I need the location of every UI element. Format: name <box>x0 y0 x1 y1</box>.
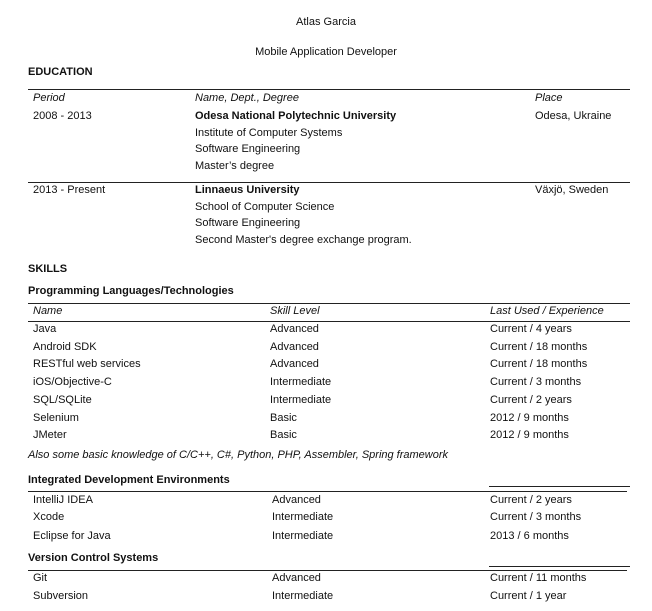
skill-name: SQL/SQLite <box>33 393 92 406</box>
divider <box>28 321 630 322</box>
education-detail: Master’s degree <box>195 160 275 173</box>
divider <box>28 491 627 492</box>
column-header: Period <box>33 92 65 104</box>
divider <box>28 182 630 183</box>
subsection-heading: Programming Languages/Technologies <box>28 285 234 297</box>
subsection-heading: Integrated Development Environments <box>28 474 230 486</box>
skill-level: Advanced <box>272 494 321 506</box>
institution-name: Linnaeus University <box>195 184 300 196</box>
education-detail: School of Computer Science <box>195 200 335 213</box>
education-detail: Institute of Computer Systems <box>195 126 343 139</box>
skill-level: Basic <box>270 429 297 442</box>
skill-level: Advanced <box>270 358 319 371</box>
skill-name: RESTful web services <box>33 358 141 371</box>
skill-experience: 2013 / 6 months <box>490 530 569 542</box>
skill-experience: Current / 1 year <box>490 590 567 602</box>
education-detail: Software Engineering <box>195 217 301 230</box>
skill-level: Advanced <box>270 323 319 335</box>
skill-name: Android SDK <box>33 340 97 353</box>
skill-level: Intermediate <box>272 590 334 602</box>
education-period: 2008 - 2013 <box>33 110 92 122</box>
column-header: Name <box>33 305 63 317</box>
skill-level: Advanced <box>270 340 319 353</box>
skill-name: IntelliJ IDEA <box>33 494 93 506</box>
skill-level: Basic <box>270 411 297 424</box>
skill-name: Eclipse for Java <box>33 530 111 542</box>
divider <box>489 566 630 567</box>
skill-experience: 2012 / 9 months <box>490 429 569 442</box>
section-heading-education: EDUCATION <box>28 66 93 78</box>
skill-experience: Current / 18 months <box>490 358 588 371</box>
education-place: Odesa, Ukraine <box>535 110 612 122</box>
candidate-name: Atlas Garcia <box>296 16 356 28</box>
skill-name: Subversion <box>33 590 89 602</box>
divider <box>28 303 630 304</box>
column-header: Skill Level <box>270 305 320 317</box>
job-title: Mobile Application Developer <box>255 46 397 58</box>
skill-experience: Current / 2 years <box>490 494 572 506</box>
divider <box>489 486 630 487</box>
column-header: Last Used / Experience <box>490 305 604 317</box>
section-heading-skills: SKILLS <box>28 263 68 275</box>
education-detail: Second Master's degree exchange program. <box>195 234 412 247</box>
skill-level: Intermediate <box>270 393 332 406</box>
divider <box>28 89 630 90</box>
column-header: Place <box>535 92 563 104</box>
divider <box>28 570 627 571</box>
institution-name: Odesa National Polytechnic University <box>195 110 397 122</box>
skills-note: Also some basic knowledge of C/C++, C#, Python, PHP, Assembler, Spring framework <box>28 449 449 461</box>
skill-name: Selenium <box>33 411 79 424</box>
skill-name: Java <box>33 323 57 335</box>
skill-experience: 2012 / 9 months <box>490 411 569 424</box>
education-detail: Software Engineering <box>195 143 301 156</box>
skill-name: Xcode <box>33 511 65 523</box>
skill-name: Git <box>33 572 48 584</box>
column-header: Name, Dept., Degree <box>195 92 299 104</box>
skill-experience: Current / 2 years <box>490 393 572 406</box>
skill-level: Intermediate <box>272 530 334 542</box>
skill-level: Advanced <box>272 572 321 584</box>
skill-experience: Current / 3 months <box>490 376 582 389</box>
skill-level: Intermediate <box>272 511 334 523</box>
skill-experience: Current / 11 months <box>490 572 587 584</box>
skill-level: Intermediate <box>270 376 332 389</box>
skill-experience: Current / 3 months <box>490 511 582 523</box>
subsection-heading: Version Control Systems <box>28 552 159 564</box>
skill-name: iOS/Objective-C <box>33 376 112 389</box>
education-place: Växjö, Sweden <box>535 184 609 196</box>
education-period: 2013 - Present <box>33 184 106 196</box>
skill-experience: Current / 4 years <box>490 323 572 335</box>
skill-experience: Current / 18 months <box>490 340 588 353</box>
skill-name: JMeter <box>33 429 67 442</box>
